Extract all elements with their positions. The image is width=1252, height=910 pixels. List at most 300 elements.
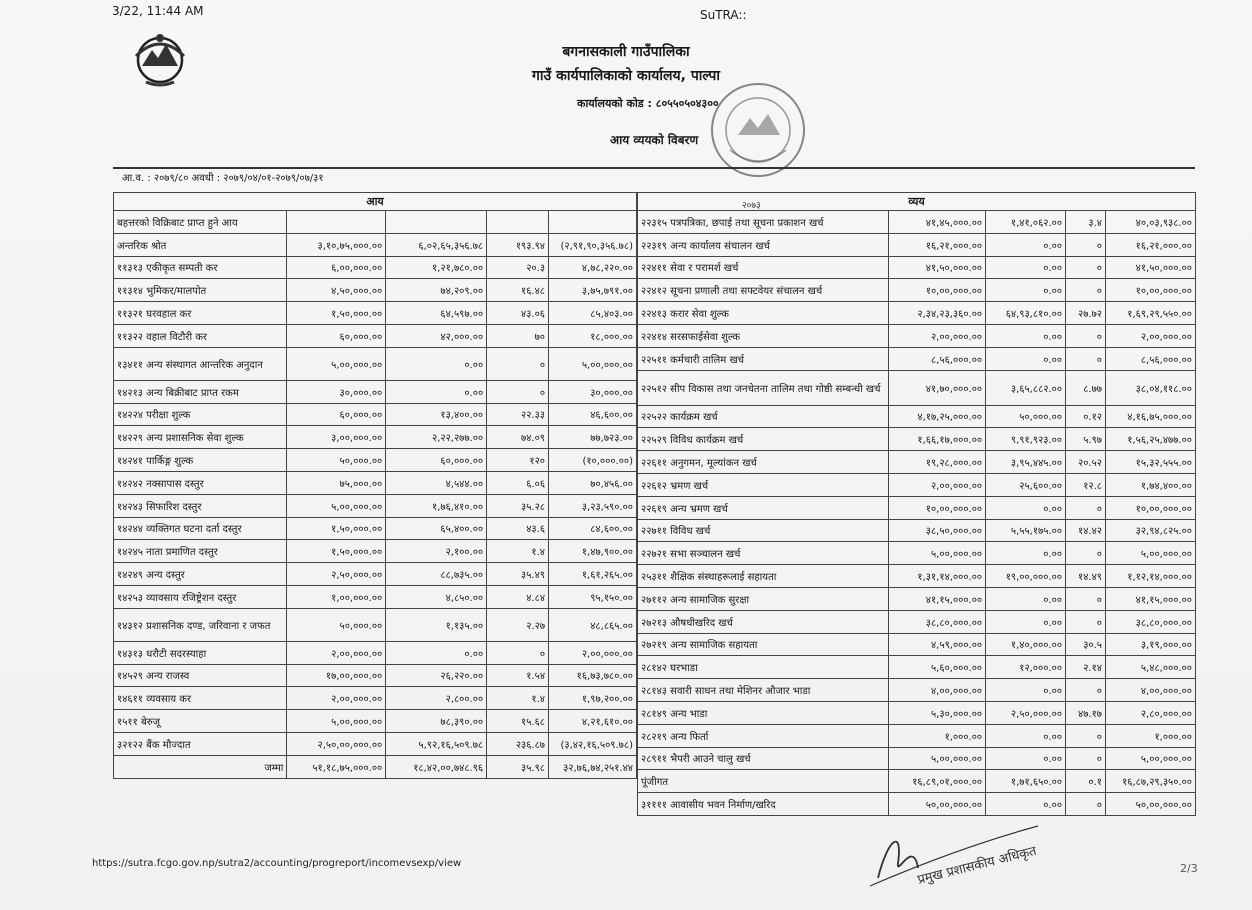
expense-budget-cell: ४,५९,०००.००: [889, 633, 986, 656]
expense-table: [637, 192, 1196, 816]
income-actual-cell: ०.००: [386, 641, 487, 664]
expense-pct-cell: २७.७२: [1066, 302, 1106, 325]
expense-budget-cell: ३८,५०,०००.००: [889, 519, 986, 542]
income-diff-cell: ८४,६००.००: [549, 517, 637, 540]
expense-label-cell: २२४११ सेवा र परामर्श खर्च: [638, 256, 889, 279]
expense-diff-cell: ४,००,०००.००: [1106, 679, 1196, 702]
expense-label-cell: २७२१९ अन्य सामाजिक सहायता: [638, 633, 889, 656]
expense-label-cell: २२५१२ सीप विकास तथा जनचेतना तालिम तथा गोष्ठी सम्बन्धी खर्च: [638, 370, 889, 405]
expense-budget-cell: १६,८९,०१,०००.००: [889, 770, 986, 793]
expense-row: [638, 542, 1196, 565]
expense-pct-cell: ०.१: [1066, 770, 1106, 793]
expense-budget-cell: ८,५६,०००.००: [889, 347, 986, 370]
income-budget-cell: ६०,०००.००: [287, 403, 386, 426]
income-row: [114, 608, 637, 641]
expense-budget-cell: १९,२८,०००.००: [889, 451, 986, 474]
income-budget-cell: [287, 211, 386, 234]
expense-actual-cell: १९,००,०००.००: [986, 565, 1066, 588]
expense-diff-cell: ३८,०४,११८.००: [1106, 370, 1196, 405]
expense-actual-cell: ०.००: [986, 256, 1066, 279]
income-budget-cell: ५,००,०००.००: [287, 347, 386, 380]
income-diff-cell: १,६१,२६५.००: [549, 563, 637, 586]
expense-budget-cell: ४१,४५,०००.००: [889, 211, 986, 234]
expense-budget-cell: ४१,५०,०००.००: [889, 256, 986, 279]
expense-label-cell: २२७२१ सभा सञ्चालन खर्च: [638, 542, 889, 565]
income-row: [114, 347, 637, 380]
expense-label-cell: २२७११ विविध खर्च: [638, 519, 889, 542]
income-budget-cell: ५,००,०००.००: [287, 494, 386, 517]
expense-pct-cell: ०: [1066, 233, 1106, 256]
income-label-cell: ११३१४ भुमिकर/मालपोत: [114, 279, 287, 302]
expense-row: [638, 256, 1196, 279]
expense-diff-cell: १,०००.००: [1106, 724, 1196, 747]
expense-row: [638, 370, 1196, 405]
income-total-diff-cell: ३२,७६,७४,२५१.४४: [549, 755, 637, 778]
expense-actual-cell: ९,९१,९२३.००: [986, 428, 1066, 451]
income-diff-cell: ५,००,०००.००: [549, 347, 637, 380]
income-actual-cell: २,८००.००: [386, 687, 487, 710]
income-label-cell: १३४११ अन्य संस्थागत आन्तरिक अनुदान: [114, 347, 287, 380]
expense-budget-cell: ५,३०,०००.००: [889, 701, 986, 724]
expense-pct-cell: ३०.५: [1066, 633, 1106, 656]
income-actual-cell: १,२१,७८०.००: [386, 256, 487, 279]
expense-diff-cell: १,५६,२५,४७७.००: [1106, 428, 1196, 451]
income-row: [114, 540, 637, 563]
income-row: [114, 710, 637, 733]
expense-actual-cell: २,५०,०००.००: [986, 701, 1066, 724]
income-budget-cell: ३,१०,७५,०००.००: [287, 233, 386, 256]
income-label-cell: १४२४९ अन्य दस्तुर: [114, 563, 287, 586]
income-budget-cell: ६,००,०००.००: [287, 256, 386, 279]
expense-label-cell: २५३११ शैक्षिक संस्थाहरूलाई सहायता: [638, 565, 889, 588]
income-label-cell: ११३२१ घरवहाल कर: [114, 302, 287, 325]
income-diff-cell: १,९७,२००.००: [549, 687, 637, 710]
report-title: आय व्ययको विबरण: [610, 133, 699, 147]
expense-actual-cell: ०.००: [986, 793, 1066, 816]
income-actual-cell: [386, 211, 487, 234]
expense-pct-cell: ०: [1066, 793, 1106, 816]
income-pct-cell: २२.३३: [487, 403, 549, 426]
income-budget-cell: ५०,०००.००: [287, 608, 386, 641]
expense-actual-cell: ०.००: [986, 610, 1066, 633]
expense-diff-cell: १०,००,०००.००: [1106, 279, 1196, 302]
income-label-cell: १४२४१ पार्किङ्ग शुल्क: [114, 449, 287, 472]
income-row: [114, 641, 637, 664]
expense-budget-cell: १,०००.००: [889, 724, 986, 747]
expense-budget-cell: ४१,१५,०००.००: [889, 587, 986, 610]
expense-budget-cell: १,३१,१४,०००.००: [889, 565, 986, 588]
income-row: [114, 732, 637, 755]
income-row: [114, 324, 637, 347]
expense-diff-cell: ४१,५०,०००.००: [1106, 256, 1196, 279]
expense-row: [638, 347, 1196, 370]
expense-budget-cell: ५०,००,०००.००: [889, 793, 986, 816]
expense-diff-cell: १०,००,०००.००: [1106, 496, 1196, 519]
expense-diff-cell: २,००,०००.००: [1106, 324, 1196, 347]
income-row: [114, 302, 637, 325]
income-total-budget-cell: ५१,१८,७५,०००.००: [287, 755, 386, 778]
income-actual-cell: २६,२२०.००: [386, 664, 487, 687]
expense-row: [638, 679, 1196, 702]
expense-label-cell: २२४१३ करार सेवा शुल्क: [638, 302, 889, 325]
expense-budget-cell: २,३४,२३,३६०.००: [889, 302, 986, 325]
income-row: [114, 664, 637, 687]
income-row: [114, 517, 637, 540]
income-budget-cell: ३,००,०००.००: [287, 426, 386, 449]
income-budget-cell: ५०,०००.००: [287, 449, 386, 472]
income-pct-cell: ४.८४: [487, 585, 549, 608]
expense-pct-cell: ०: [1066, 679, 1106, 702]
expense-actual-cell: १,४१,०६२.००: [986, 211, 1066, 234]
expense-pct-cell: ०: [1066, 347, 1106, 370]
office-code: कार्यालयको कोड : ८०५५०५०४३००: [577, 97, 719, 110]
income-heading: आय: [114, 193, 637, 211]
expense-diff-cell: १६,२१,०००.००: [1106, 233, 1196, 256]
expense-budget-cell: २,००,०००.००: [889, 473, 986, 496]
income-row: [114, 494, 637, 517]
income-pct-cell: ०: [487, 380, 549, 403]
expense-budget-cell: ५,६०,०००.००: [889, 656, 986, 679]
income-actual-cell: १३,४००.००: [386, 403, 487, 426]
expense-actual-cell: २५,६००.००: [986, 473, 1066, 496]
site-title: SuTRA::: [700, 8, 747, 22]
income-actual-cell: ४,५४४.००: [386, 471, 487, 494]
income-label-cell: १४२४५ नाता प्रमाणित दस्तुर: [114, 540, 287, 563]
income-row: [114, 471, 637, 494]
expense-row: [638, 473, 1196, 496]
income-pct-cell: १५.६८: [487, 710, 549, 733]
expense-diff-cell: ५,४८,०००.००: [1106, 656, 1196, 679]
income-budget-cell: २,५०,०००.००: [287, 563, 386, 586]
income-label-cell: १४२२९ अन्य प्रशासनिक सेवा शुल्क: [114, 426, 287, 449]
expense-actual-cell: ३,६५,८८२.००: [986, 370, 1066, 405]
print-timestamp: 3/22, 11:44 AM: [112, 4, 204, 18]
expense-actual-cell: ५०,०००.००: [986, 405, 1066, 428]
expense-budget-cell: ५,००,०००.००: [889, 542, 986, 565]
expense-diff-cell: १,७४,४००.००: [1106, 473, 1196, 496]
expense-budget-cell: ४,१७,२५,०००.००: [889, 405, 986, 428]
expense-label-cell: २७११२ अन्य सामाजिक सुरक्षा: [638, 587, 889, 610]
income-label-cell: १४६११ व्यवसाय कर: [114, 687, 287, 710]
expense-label-cell: २२४१२ सूचना प्रणाली तथा सफ्टवेयर संचालन खर्च: [638, 279, 889, 302]
income-row: [114, 256, 637, 279]
expense-actual-cell: ०.००: [986, 279, 1066, 302]
expense-pct-cell: ०: [1066, 724, 1106, 747]
expense-diff-cell: १६,८७,२९,३५०.००: [1106, 770, 1196, 793]
expense-pct-cell: ०: [1066, 496, 1106, 519]
income-diff-cell: (१०,०००.००): [549, 449, 637, 472]
income-diff-cell: ४८,८६५.००: [549, 608, 637, 641]
expense-diff-cell: ५,००,०००.००: [1106, 542, 1196, 565]
expense-row: [638, 793, 1196, 816]
income-pct-cell: १.५४: [487, 664, 549, 687]
expense-actual-cell: ०.००: [986, 747, 1066, 770]
income-actual-cell: ६,०२,६५,३५६.७८: [386, 233, 487, 256]
expense-actual-cell: १,७१,६५०.००: [986, 770, 1066, 793]
income-actual-cell: ८८,७३५.००: [386, 563, 487, 586]
signature-stamp-icon: [858, 818, 1048, 888]
expense-label-cell: २२३१५ पत्रपत्रिका, छपाई तथा सूचना प्रकाशन खर्च: [638, 211, 889, 234]
income-row: [114, 279, 637, 302]
expense-diff-cell: १५,३२,५५५.००: [1106, 451, 1196, 474]
income-pct-cell: १.४: [487, 687, 549, 710]
income-label-cell: १५११ बेरुजू: [114, 710, 287, 733]
income-pct-cell: ४३.०६: [487, 302, 549, 325]
expense-pct-cell: ४७.१७: [1066, 701, 1106, 724]
expense-diff-cell: ४,१६,७५,०००.००: [1106, 405, 1196, 428]
income-budget-cell: ३०,०००.००: [287, 380, 386, 403]
income-diff-cell: (३,४२,१६,५०९.७८): [549, 732, 637, 755]
expense-budget-cell: ४,००,०००.००: [889, 679, 986, 702]
income-budget-cell: १,००,०००.००: [287, 585, 386, 608]
expense-label-cell: २२६१९ अन्य भ्रमण खर्च: [638, 496, 889, 519]
expense-row: [638, 770, 1196, 793]
expense-diff-cell: ३८,८०,०००.००: [1106, 610, 1196, 633]
income-pct-cell: ३५.४९: [487, 563, 549, 586]
income-total-row: [114, 755, 637, 778]
income-pct-cell: ०: [487, 347, 549, 380]
income-diff-cell: ४,७८,२२०.००: [549, 256, 637, 279]
office-name: गाउँ कार्यपालिकाको कार्यालय, पाल्पा: [532, 68, 720, 84]
expense-row: [638, 565, 1196, 588]
income-label-cell: १४२४४ व्यक्तिगत घटना दर्ता दस्तुर: [114, 517, 287, 540]
expense-pct-cell: १४.४२: [1066, 519, 1106, 542]
expense-row: [638, 302, 1196, 325]
expense-budget-cell: ३८,८०,०००.००: [889, 610, 986, 633]
expense-label-cell: २२५११ कर्मचारी तालिम खर्च: [638, 347, 889, 370]
expense-row: [638, 747, 1196, 770]
income-actual-cell: ७८,३९०.००: [386, 710, 487, 733]
expense-budget-cell: ४१,७०,०००.००: [889, 370, 986, 405]
income-actual-cell: १,७६,४१०.००: [386, 494, 487, 517]
income-budget-cell: १७,००,०००.००: [287, 664, 386, 687]
expense-row: [638, 428, 1196, 451]
income-pct-cell: ७०: [487, 324, 549, 347]
expense-pct-cell: २०.५२: [1066, 451, 1106, 474]
income-diff-cell: [549, 211, 637, 234]
income-actual-cell: ४२,०००.००: [386, 324, 487, 347]
income-pct-cell: ६.०६: [487, 471, 549, 494]
income-actual-cell: ०.००: [386, 380, 487, 403]
income-label-cell: बहत्तरको विक्रिबाट प्राप्त हुने आय: [114, 211, 287, 234]
expense-diff-cell: ४०,०३,९३८.००: [1106, 211, 1196, 234]
expense-diff-cell: १,१२,१४,०००.००: [1106, 565, 1196, 588]
expense-row: [638, 496, 1196, 519]
income-row: [114, 687, 637, 710]
income-diff-cell: (२,९१,९०,३५६.७८): [549, 233, 637, 256]
expense-heading: व्यय: [638, 193, 1196, 211]
expense-label-cell: २२५२२ कार्यक्रम खर्च: [638, 405, 889, 428]
municipality-name: बगनासकाली गाउँपालिका: [562, 44, 690, 60]
income-budget-cell: २,००,०००.००: [287, 641, 386, 664]
expense-pct-cell: ०: [1066, 279, 1106, 302]
income-budget-cell: १,५०,०००.००: [287, 517, 386, 540]
expense-pct-cell: ५.९७: [1066, 428, 1106, 451]
income-label-cell: ३२१२२ बैंक मौज्दात: [114, 732, 287, 755]
expense-pct-cell: ०: [1066, 542, 1106, 565]
income-actual-cell: ६४,५९७.००: [386, 302, 487, 325]
income-total-actual-cell: १८,४२,००,७४८.९६: [386, 755, 487, 778]
expense-label-cell: ३११११ आवासीय भवन निर्माण/खरिद: [638, 793, 889, 816]
income-pct-cell: १६.४८: [487, 279, 549, 302]
income-label-cell: ११३१३ एकीकृत सम्पती कर: [114, 256, 287, 279]
expense-label-cell: २८१४९ अन्य भाडा: [638, 701, 889, 724]
income-diff-cell: ४६,६००.००: [549, 403, 637, 426]
expense-actual-cell: ०.००: [986, 233, 1066, 256]
income-actual-cell: ५,९२,१६,५०९.७८: [386, 732, 487, 755]
expense-diff-cell: ५,००,०००.००: [1106, 747, 1196, 770]
income-diff-cell: ८५,४०३.००: [549, 302, 637, 325]
income-label-cell: अन्तरिक श्रोत: [114, 233, 287, 256]
expense-pct-cell: १२.८: [1066, 473, 1106, 496]
expense-rows: [638, 211, 1196, 816]
income-budget-cell: ६०,०००.००: [287, 324, 386, 347]
income-pct-cell: १.४: [487, 540, 549, 563]
income-diff-cell: १६,७३,७८०.००: [549, 664, 637, 687]
expense-label-cell: २२४१४ सरसफाईसेवा शुल्क: [638, 324, 889, 347]
income-diff-cell: १,४७,९००.००: [549, 540, 637, 563]
income-actual-cell: ०.००: [386, 347, 487, 380]
expense-diff-cell: ५०,००,०००.००: [1106, 793, 1196, 816]
income-label-cell: १४३१२ प्रशासनिक दण्ड, जरिवाना र जफत: [114, 608, 287, 641]
expense-budget-cell: २,००,०००.००: [889, 324, 986, 347]
header-divider: [113, 167, 1195, 169]
expense-actual-cell: ३,९५,४४५.००: [986, 451, 1066, 474]
expense-label-cell: २८१४२ घरभाडा: [638, 656, 889, 679]
income-budget-cell: २,००,०००.००: [287, 687, 386, 710]
expense-actual-cell: ०.००: [986, 347, 1066, 370]
expense-label-cell: २२६१२ भ्रमण खर्च: [638, 473, 889, 496]
expense-diff-cell: १,६९,२९,५५०.००: [1106, 302, 1196, 325]
expense-actual-cell: ५,५५,१७५.००: [986, 519, 1066, 542]
income-actual-cell: ६०,०००.००: [386, 449, 487, 472]
income-row: [114, 426, 637, 449]
expense-budget-cell: ५,००,०००.००: [889, 747, 986, 770]
expense-label-cell: २७२१३ औषधीखरिद खर्च: [638, 610, 889, 633]
income-budget-cell: ५,००,०००.००: [287, 710, 386, 733]
income-label-cell: १४२४३ सिफारिश दस्तुर: [114, 494, 287, 517]
expense-row: [638, 610, 1196, 633]
expense-diff-cell: २,८०,०००.००: [1106, 701, 1196, 724]
income-diff-cell: ७०,४५६.००: [549, 471, 637, 494]
expense-row: [638, 211, 1196, 234]
expense-actual-cell: ०.००: [986, 724, 1066, 747]
income-budget-cell: ४,५०,०००.००: [287, 279, 386, 302]
expense-row: [638, 405, 1196, 428]
income-total-label-cell: जम्मा: [114, 755, 287, 778]
expense-label-cell: २८१४३ सवारी साधन तथा मेशिनर औजार भाडा: [638, 679, 889, 702]
income-diff-cell: ४,२१,६१०.००: [549, 710, 637, 733]
expense-label-cell: २२५२९ विविध कार्यक्रम खर्च: [638, 428, 889, 451]
income-pct-cell: १२०: [487, 449, 549, 472]
expense-label-cell: २८९११ भैपरी आउने चालु खर्च: [638, 747, 889, 770]
expense-pct-cell: ०: [1066, 610, 1106, 633]
income-label-cell: १४२१३ अन्य बिक्रीबाट प्राप्त रकम: [114, 380, 287, 403]
income-row: [114, 233, 637, 256]
page-url: https://sutra.fcgo.gov.np/sutra2/accounting/progreport/incomevsexp/view: [92, 858, 462, 869]
income-pct-cell: १९३.९४: [487, 233, 549, 256]
expense-diff-cell: ८,५६,०००.००: [1106, 347, 1196, 370]
income-budget-cell: १,५०,०००.००: [287, 540, 386, 563]
income-pct-cell: २३६.८७: [487, 732, 549, 755]
expense-actual-cell: १,४०,०००.००: [986, 633, 1066, 656]
expense-pct-cell: १४.४९: [1066, 565, 1106, 588]
expense-row: [638, 587, 1196, 610]
expense-diff-cell: ३२,९४,८२५.००: [1106, 519, 1196, 542]
expense-diff-cell: ३,१९,०००.००: [1106, 633, 1196, 656]
income-row: [114, 563, 637, 586]
expense-actual-cell: ०.००: [986, 587, 1066, 610]
expense-pct-cell: ८.७७: [1066, 370, 1106, 405]
expense-row: [638, 324, 1196, 347]
income-budget-cell: २,५०,००,०००.००: [287, 732, 386, 755]
expense-budget-cell: १,६६,१७,०००.००: [889, 428, 986, 451]
income-diff-cell: २,००,०००.००: [549, 641, 637, 664]
fiscal-period: आ.व. : २०७९/८० अवधी : २०७९/०४/०१-२०७९/०७/३१: [122, 173, 324, 184]
signature-text: प्रमुख प्रशासकीय अधिकृत: [916, 843, 1039, 888]
stamp-year: २०७३: [742, 201, 761, 211]
income-pct-cell: ४३.६: [487, 517, 549, 540]
income-diff-cell: ३०,०००.००: [549, 380, 637, 403]
expense-actual-cell: ६४,९३,८१०.००: [986, 302, 1066, 325]
expense-budget-cell: १०,००,०००.००: [889, 279, 986, 302]
expense-row: [638, 701, 1196, 724]
income-actual-cell: ७४,२०९.००: [386, 279, 487, 302]
income-row: [114, 585, 637, 608]
income-diff-cell: ७७,७२३.००: [549, 426, 637, 449]
income-actual-cell: ६५,४००.००: [386, 517, 487, 540]
income-row: [114, 211, 637, 234]
income-row: [114, 403, 637, 426]
expense-label-cell: २२३१९ अन्य कार्यालय संचालन खर्च: [638, 233, 889, 256]
expense-row: [638, 451, 1196, 474]
expense-actual-cell: १२,०००.००: [986, 656, 1066, 679]
expense-row: [638, 633, 1196, 656]
income-actual-cell: २,२२,२७७.००: [386, 426, 487, 449]
expense-label-cell: पूंजीगत: [638, 770, 889, 793]
income-pct-cell: २.२७: [487, 608, 549, 641]
expense-row: [638, 279, 1196, 302]
expense-actual-cell: ०.००: [986, 496, 1066, 519]
income-budget-cell: १,५०,०००.००: [287, 302, 386, 325]
income-label-cell: १४२२४ परीक्षा शुल्क: [114, 403, 287, 426]
income-actual-cell: १,१३५.००: [386, 608, 487, 641]
expense-label-cell: २८२१९ अन्य फिर्ता: [638, 724, 889, 747]
expense-actual-cell: ०.००: [986, 324, 1066, 347]
income-diff-cell: ९५,१५०.००: [549, 585, 637, 608]
income-diff-cell: १८,०००.००: [549, 324, 637, 347]
income-actual-cell: २,१००.००: [386, 540, 487, 563]
income-diff-cell: ३,७५,७९१.००: [549, 279, 637, 302]
expense-budget-cell: १६,२१,०००.००: [889, 233, 986, 256]
page-number: 2/3: [1180, 862, 1198, 875]
expense-pct-cell: २.१४: [1066, 656, 1106, 679]
income-pct-cell: २०.३: [487, 256, 549, 279]
income-pct-cell: ३५.२८: [487, 494, 549, 517]
income-pct-cell: ७४.०९: [487, 426, 549, 449]
income-row: [114, 380, 637, 403]
income-rows: [114, 211, 637, 779]
expense-pct-cell: ०: [1066, 747, 1106, 770]
income-total-pct-cell: ३५.९८: [487, 755, 549, 778]
income-table: [113, 192, 637, 779]
office-seal-stamp-icon: [708, 80, 808, 180]
expense-row: [638, 233, 1196, 256]
income-budget-cell: ७५,०००.००: [287, 471, 386, 494]
expense-pct-cell: ३.४: [1066, 211, 1106, 234]
income-label-cell: १४३१३ धरौटी सदरस्याहा: [114, 641, 287, 664]
income-label-cell: ११३२२ वहाल विटौरी कर: [114, 324, 287, 347]
